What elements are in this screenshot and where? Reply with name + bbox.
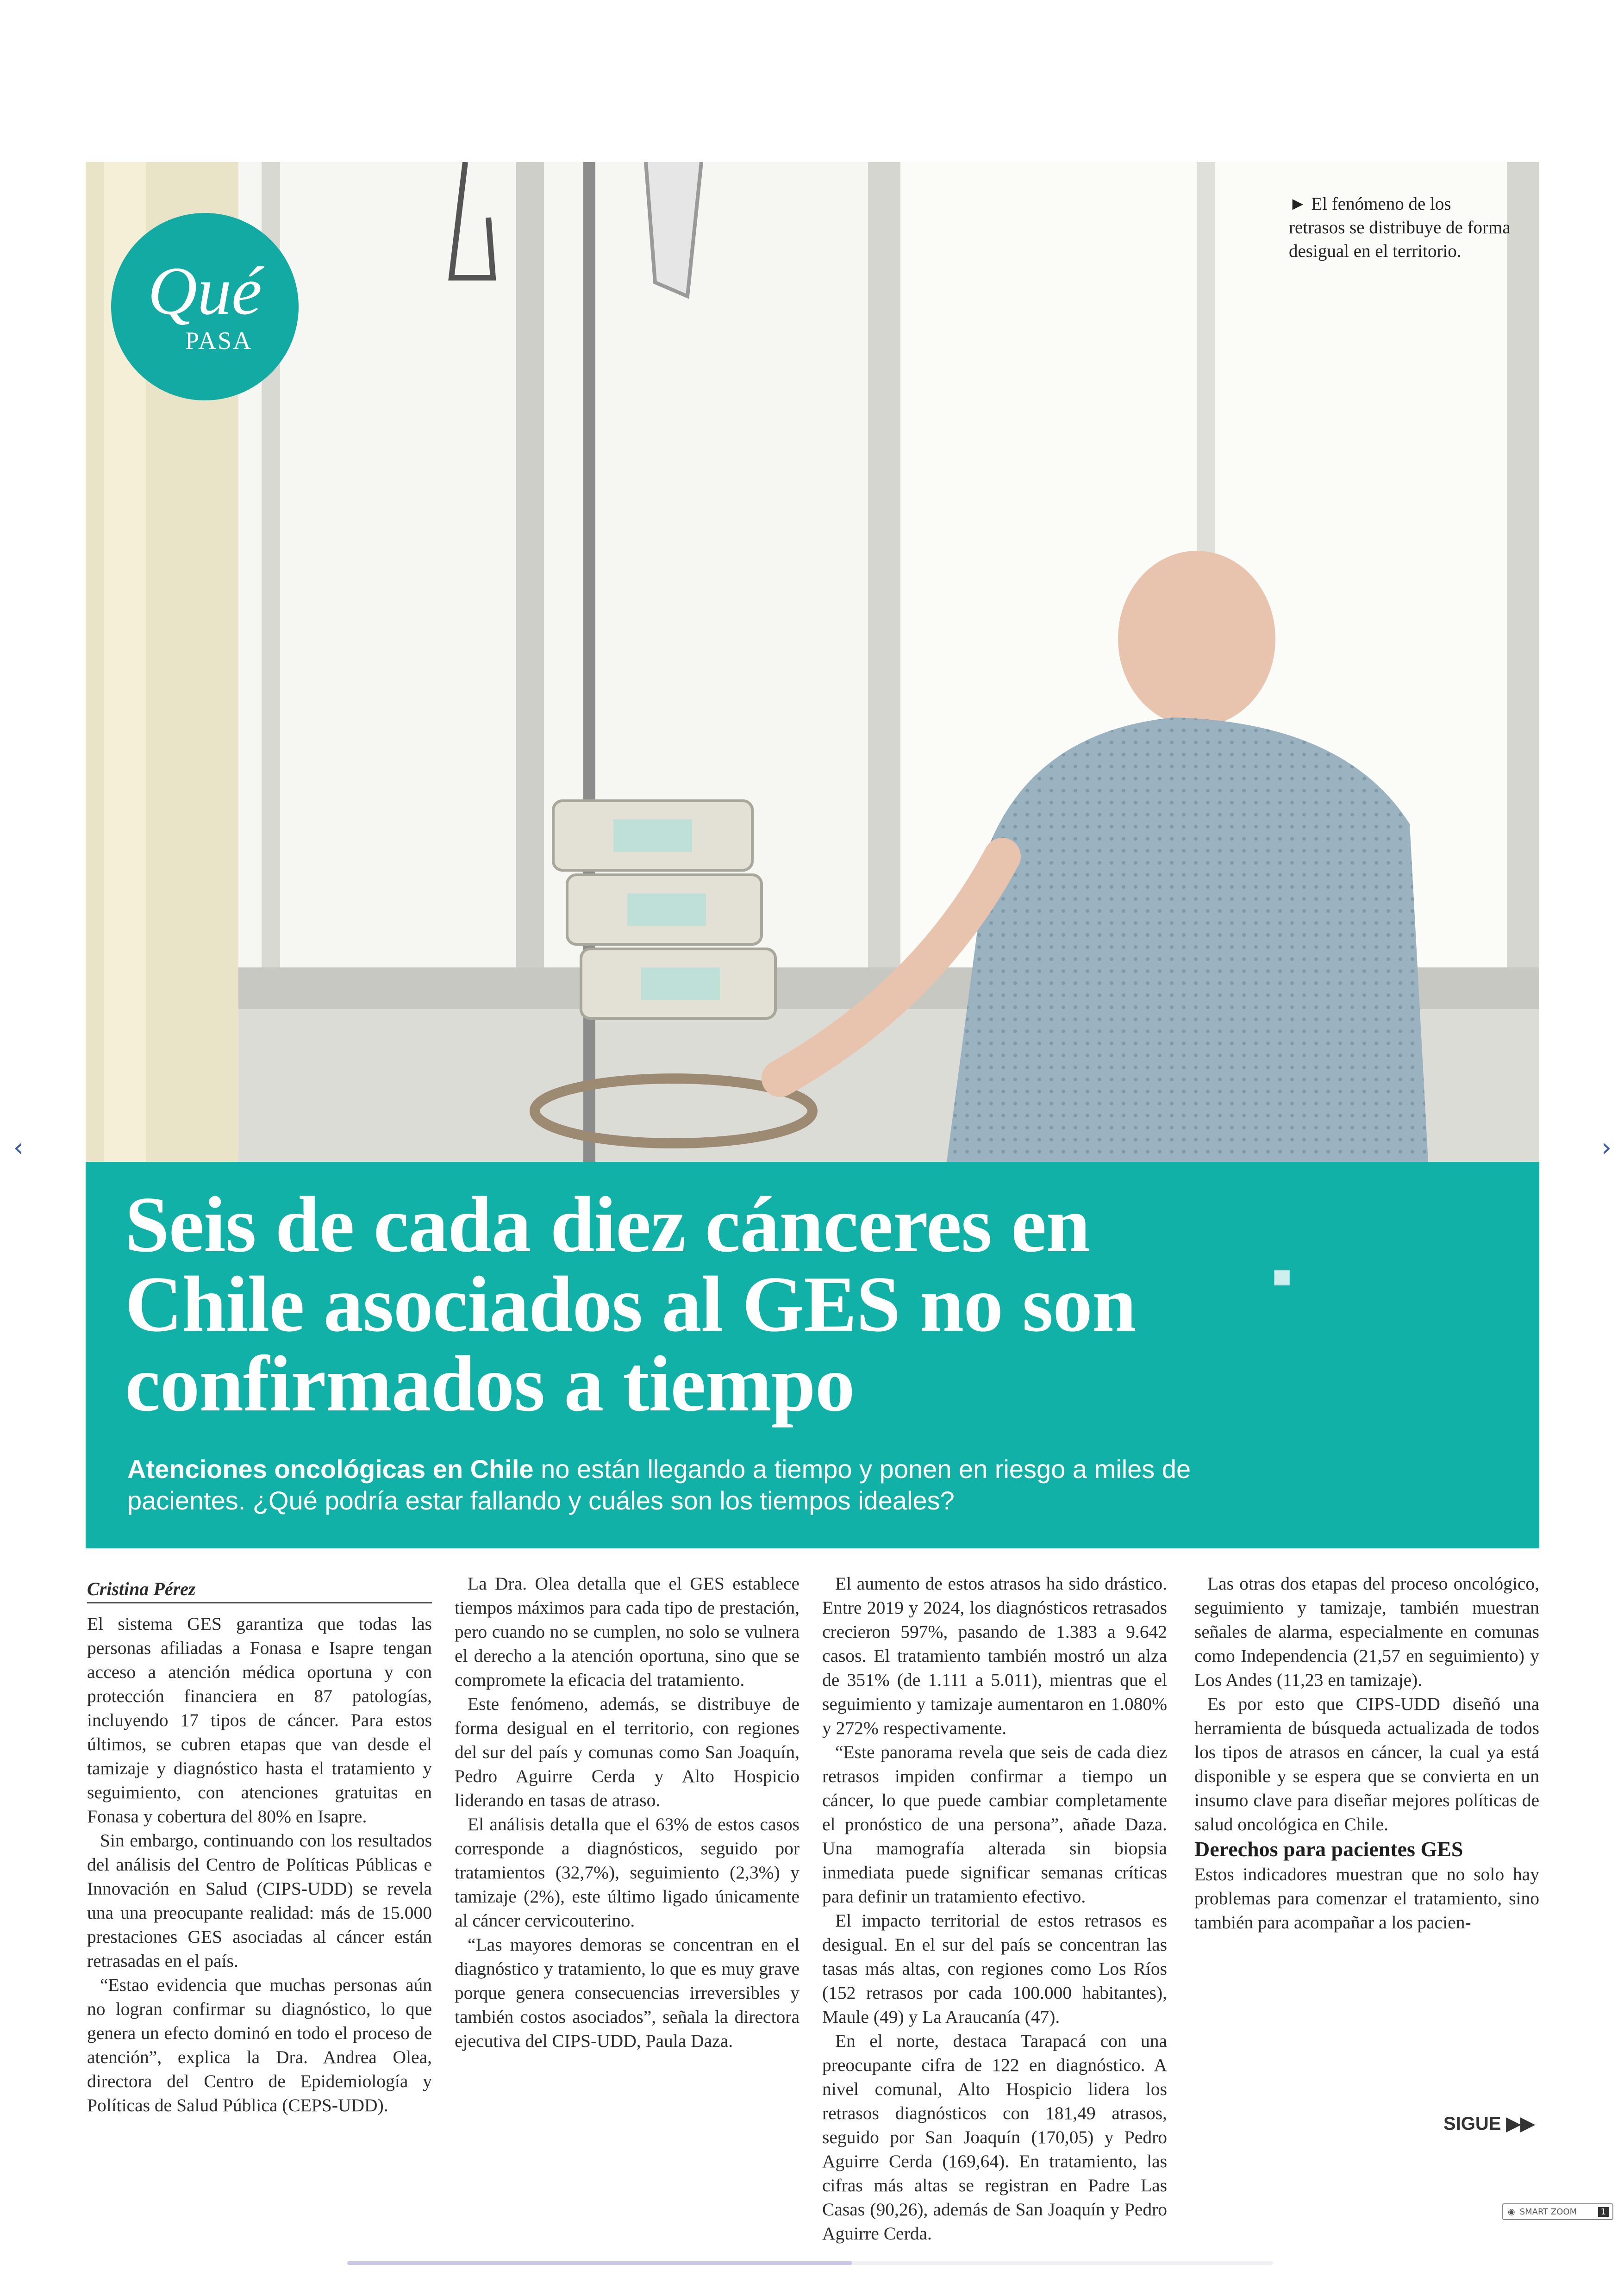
page-badge: 1 — [1598, 2207, 1609, 2217]
smart-zoom-label: SMART ZOOM — [1519, 2207, 1577, 2217]
badge-pasa: PASA — [185, 327, 253, 355]
hero-photo — [86, 162, 1539, 1162]
paragraph: Sin embargo, continuando con los resultados del análisis del Centro de Políticas Públicas e Innovación en Salud (CIPS-UDD) se revela una una preocupante realidad: más de 15.000 prestaciones GES asociadas al cáncer están retrasadas en el país. — [87, 1830, 432, 1971]
body-column-1 — [87, 1572, 432, 2117]
paragraph: Estos indicadores muestran que no solo hay problemas para comenzar el tratamiento, sino también para acompañar a los pacien- — [1194, 1864, 1539, 1933]
paragraph: La Dra. Olea detalla que el GES establece tiempos máximos para cada tipo de prestación, pero cuando no se cumplen, no solo se vulnera el derecho a la atención oportuna, sino que se compromete la eficacia del tratamiento. — [455, 1573, 800, 1690]
dek — [127, 1453, 1192, 1516]
headline: Seis de cada diez cánceres en Chile asociados al GES no son confirmados a tiempo — [125, 1181, 1136, 1428]
paragraph: Las otras dos etapas del proceso oncológico, seguimiento y tamizaje, también muestran señales de alarma, especialmente en comunas como Independencia (21,57 en seguimiento) y Los Andes (11,23 en tamizaje). — [1194, 1573, 1539, 1690]
dek-rest: no están llegando a tiempo y ponen en riesgo a miles de pacientes. ¿Qué podría estar fallando y cuáles son los tiempos ideales? — [127, 1454, 1191, 1515]
share-icon[interactable] — [1274, 1270, 1290, 1285]
badge-que: Qué — [148, 253, 262, 329]
photo-caption: ► El fenómeno de los retrasos se distribuye de forma desigual en el territorio. — [1289, 194, 1511, 261]
smart-zoom-button[interactable] — [1502, 2203, 1613, 2220]
paragraph: El aumento de estos atrasos ha sido drástico. Entre 2019 y 2024, los diagnósticos retrasados crecieron 597%, pasando de 1.383 a 9.642 casos. El tratamiento también mostró un alza de 351% (de 1.111 a 5.011), mientras que el seguimiento y tamizaje aumentaron en 1.080% y 272% respectivamente. — [822, 1573, 1167, 1738]
continue-marker[interactable]: SIGUE ▶▶ — [1443, 2114, 1535, 2134]
body-column-2 — [455, 1572, 800, 2053]
que-pasa-badge — [111, 213, 299, 400]
dek-lead: Atenciones oncológicas en Chile — [127, 1454, 534, 1484]
paragraph: Es por esto que CIPS-UDD diseñó una herramienta de búsqueda actualizada de todos los tipos de atrasos en cáncer, la cual ya está disponible y se espera que se convierta en un insumo clave para diseñar mejores políticas de salud oncológica en Chile. — [1194, 1694, 1539, 1834]
paragraph: El sistema GES garantiza que todas las personas afiliadas a Fonasa e Isapre tengan acceso a atención médica oportuna y con protección financiera en 87 patologías, incluyendo 17 tipos de cáncer. Para estos últimos, se cubren etapas que van desde el tamizaje y diagnóstico hasta el tratamiento y seguimiento, con atenciones gratuitas en Fonasa y cobertura del 80% en Isapre. — [87, 1614, 432, 1827]
eye-icon: ◉ — [1508, 2207, 1515, 2217]
paragraph: El impacto territorial de estos retrasos es desigual. En el sur del país se concentran las tasas más altas, con regiones como Los Ríos (152 retrasos por cada 100.000 habitantes), Maule (49) y La Araucanía (47). — [822, 1910, 1167, 2027]
paragraph: Este fenómeno, además, se distribuye de forma desigual en el territorio, con regiones del sur del país y comunas como San Joaquín, Pedro Aguirre Cerda y Alto Hospicio liderando en tasas de atraso. — [455, 1694, 800, 1810]
paragraph: “Este panorama revela que seis de cada diez retrasos impiden confirmar a tiempo un cáncer, lo que puede cambiar completamente el pronóstico de una persona”, añade Daza. Una mamografía alterada sin biopsia inmediata puede significar semanas críticas para definir un tratamiento efectivo. — [822, 1742, 1167, 1907]
paragraph: En el norte, destaca Tarapacá con una preocupante cifra de 122 en diagnóstico. A nivel comunal, Alto Hospicio lidera los retrasos diagnósticos con 181,49 atrasos, seguido por San Joaquín (170,05) y Pedro Aguirre Cerda (169,64). En tratamiento, las cifras más altas se registran en Padre Las Casas (90,26), además de San Joaquín y Pedro Aguirre Cerda. — [822, 2031, 1167, 2244]
subhead: Derechos para pacientes GES — [1194, 1837, 1463, 1861]
hospital-window-illustration — [86, 162, 1539, 1162]
scrollbar-thumb[interactable] — [347, 2261, 852, 2265]
body-column-4 — [1194, 1572, 1539, 1934]
paragraph: “Estao evidencia que muchas personas aún no logran confirmar su diagnóstico, lo que genera un efecto dominó en todo el proceso de atención”, explica la Dra. Andrea Olea, directora del Centro de Epidemiología y Políticas de Salud Pública (CEPS-UDD). — [87, 1975, 432, 2115]
paragraph: “Las mayores demoras se concentran en el diagnóstico y tratamiento, lo que es muy grave porque genera consecuencias irreversibles y también costos asociados”, señala la directora ejecutiva del CIPS-UDD, Paula Daza. — [455, 1934, 800, 2051]
byline: Cristina Pérez — [87, 1577, 432, 1603]
body-column-3 — [822, 1572, 1167, 2245]
chevron-left-icon[interactable]: ‹ — [13, 1133, 24, 1163]
paragraph: El análisis detalla que el 63% de estos casos corresponde a diagnósticos, seguido por tratamientos (32,7%), seguimiento (2,3%) y tamizaje (2%), este último ligado únicamente al cáncer cervicouterino. — [455, 1814, 800, 1931]
chevron-right-icon[interactable]: › — [1601, 1133, 1612, 1163]
